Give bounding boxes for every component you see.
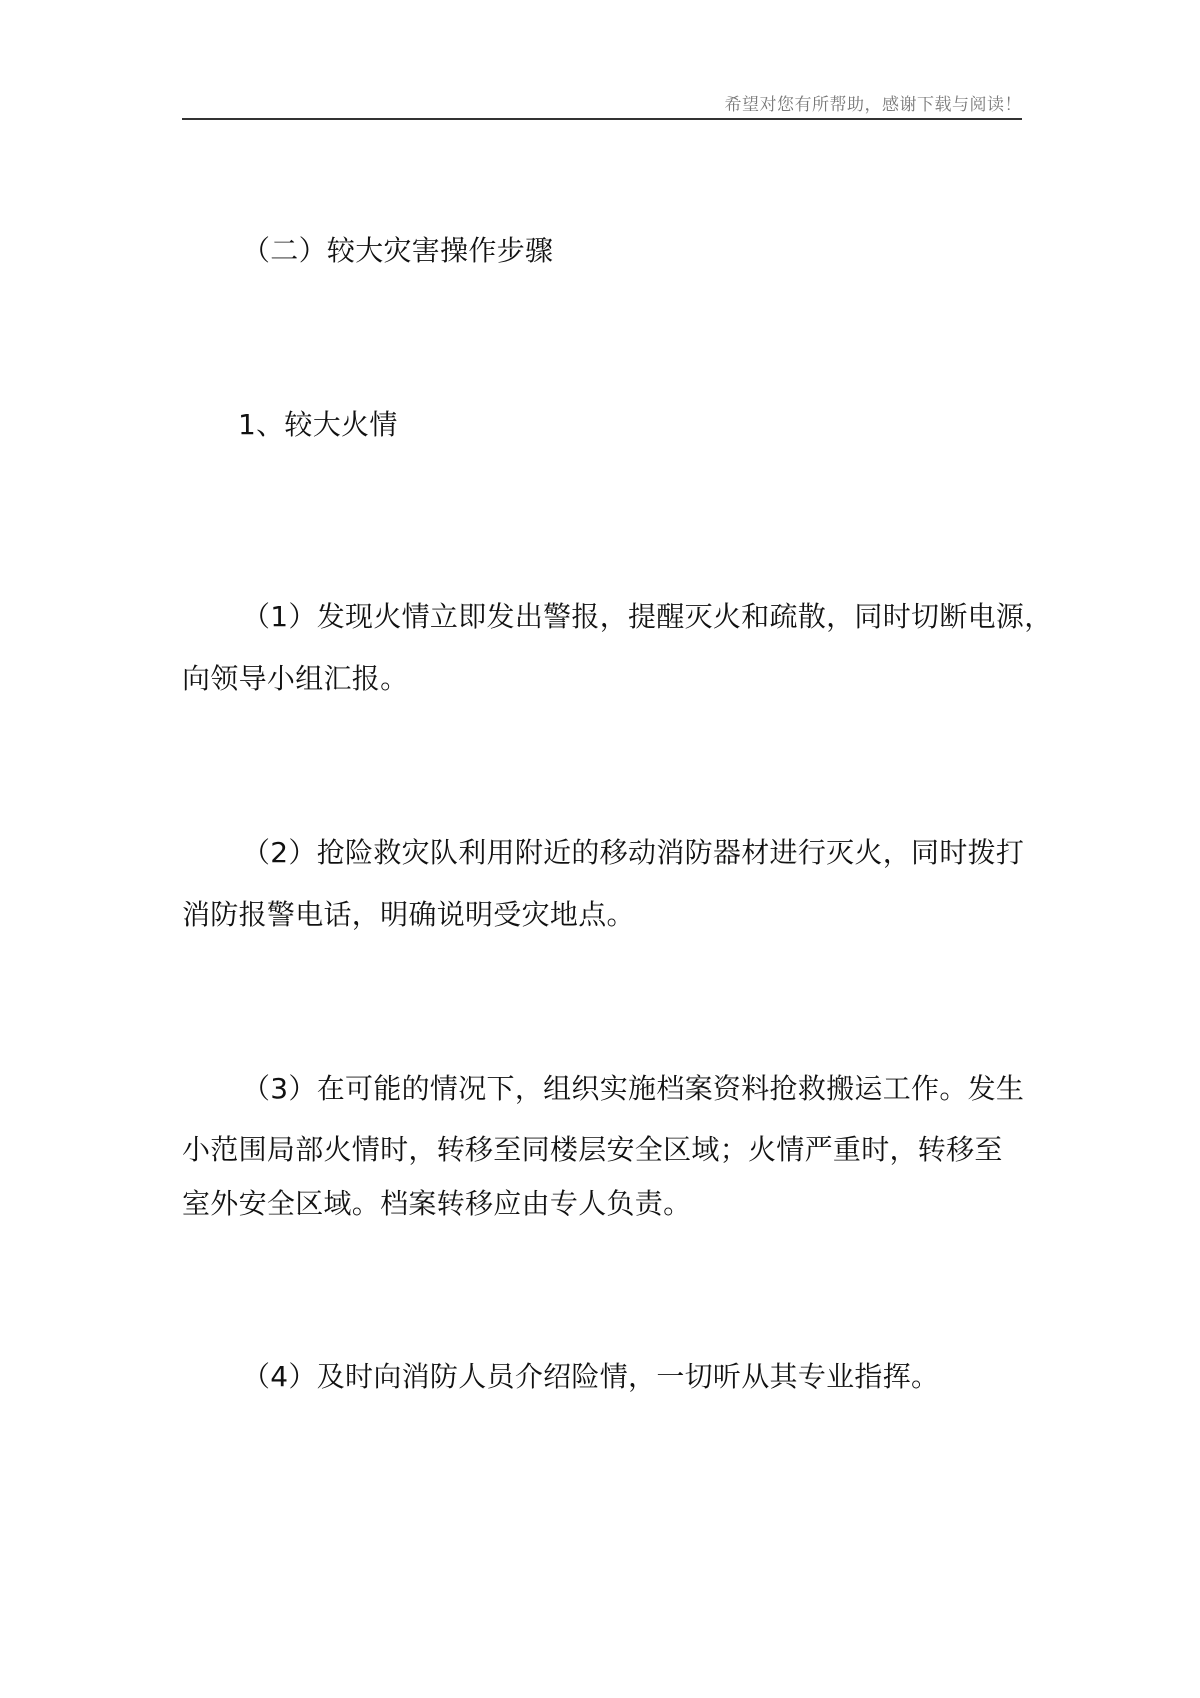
- item-1-line-2: 向领导小组汇报。: [182, 662, 409, 695]
- item-2-line-2: 消防报警电话，明确说明受灾地点。: [182, 898, 635, 931]
- item-3-line-3: 室外安全区域。档案转移应由专人负责。: [182, 1187, 692, 1220]
- item-2-line-1: （2）抢险救灾队利用附近的移动消防器材进行灭火，同时拨打: [242, 836, 1025, 869]
- page-header: [182, 88, 1022, 120]
- item-4-line-1: （4）及时向消防人员介绍险情，一切听从其专业指挥。: [242, 1360, 940, 1393]
- section-heading: （二）较大灾害操作步骤: [242, 234, 554, 267]
- item-3-line-2: 小范围局部火情时，转移至同楼层安全区域；火情严重时，转移至: [182, 1133, 1003, 1166]
- item-3-line-1: （3）在可能的情况下，组织实施档案资料抢救搬运工作。发生: [242, 1072, 1025, 1105]
- item-1-line-1: （1）发现火情立即发出警报，提醒灭火和疏散，同时切断电源，: [242, 600, 1053, 633]
- header-text: 希望对您有所帮助，感谢下载与阅读！: [724, 95, 1022, 115]
- subsection-heading: 1、较大火情: [238, 408, 398, 441]
